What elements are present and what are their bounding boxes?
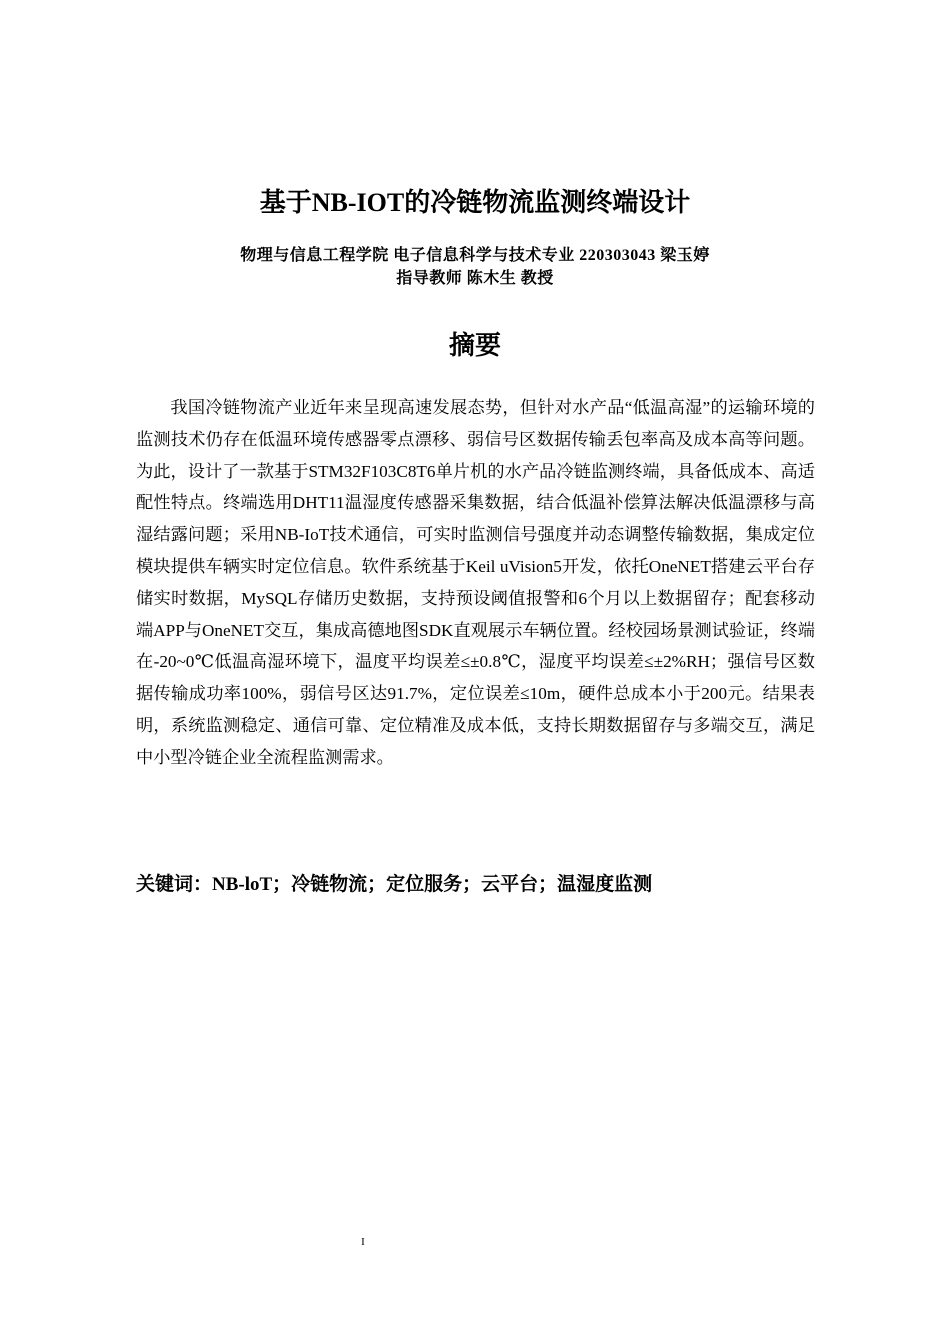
abstract-heading: 摘要 (448, 331, 501, 360)
author-affiliation: 物理与信息工程学院 电子信息科学与技术专业 220303043 梁玉婷 (240, 247, 710, 264)
abstract-body: 我国冷链物流产业近年来呈现高速发展态势，但针对水产品“低温高湿”的运输环境的监测技术仍存在低温环境传感器零点漂移、弱信号区数据传输丢包率高及成本高等问题。为此，设计了一款基于STM32F103C8T6单片机的水产品冷链监测终端，具备低成本、高适配性特点。终端选用DHT11温湿度传感器采集数据，结合低温补偿算法解决低温漂移与高湿结露问题；采用NB-IoT技术通信，可实时监测信号强度并动态调整传输数据，集成定位模块提供车辆实时定位信息。软件系统基于Keil uVision5开发，依托OneNET搭建云平台存储实时数据，MySQL存储历史数据，支持预设阈值报警和6个月以上数据留存；配套移动端APP与OneNET交互，集成高德地图SDK直观展示车辆位置。经校园场景测试验证，终端在-20~0℃低温高湿环境下，温度平均误差≤±0.8℃，湿度平均误差≤±2%RH；强信号区数据传输成功率100%，弱信号区达91.7%，定位误差≤10m，硬件总成本小于200元。结果表明，系统监测稳定、通信可靠、定位精准及成本低，支持长期数据留存与多端交互，满足中小型冷链企业全流程监测需求。 (136, 398, 815, 767)
page-number: I (361, 1236, 365, 1248)
keywords-line: 关键词：NB-loT；冷链物流；定位服务；云平台；温湿度监测 (136, 874, 653, 895)
advisor-line: 指导教师 陈木生 教授 (396, 270, 554, 287)
paper-title: 基于NB-IOT的冷链物流监测终端设计 (259, 188, 691, 217)
